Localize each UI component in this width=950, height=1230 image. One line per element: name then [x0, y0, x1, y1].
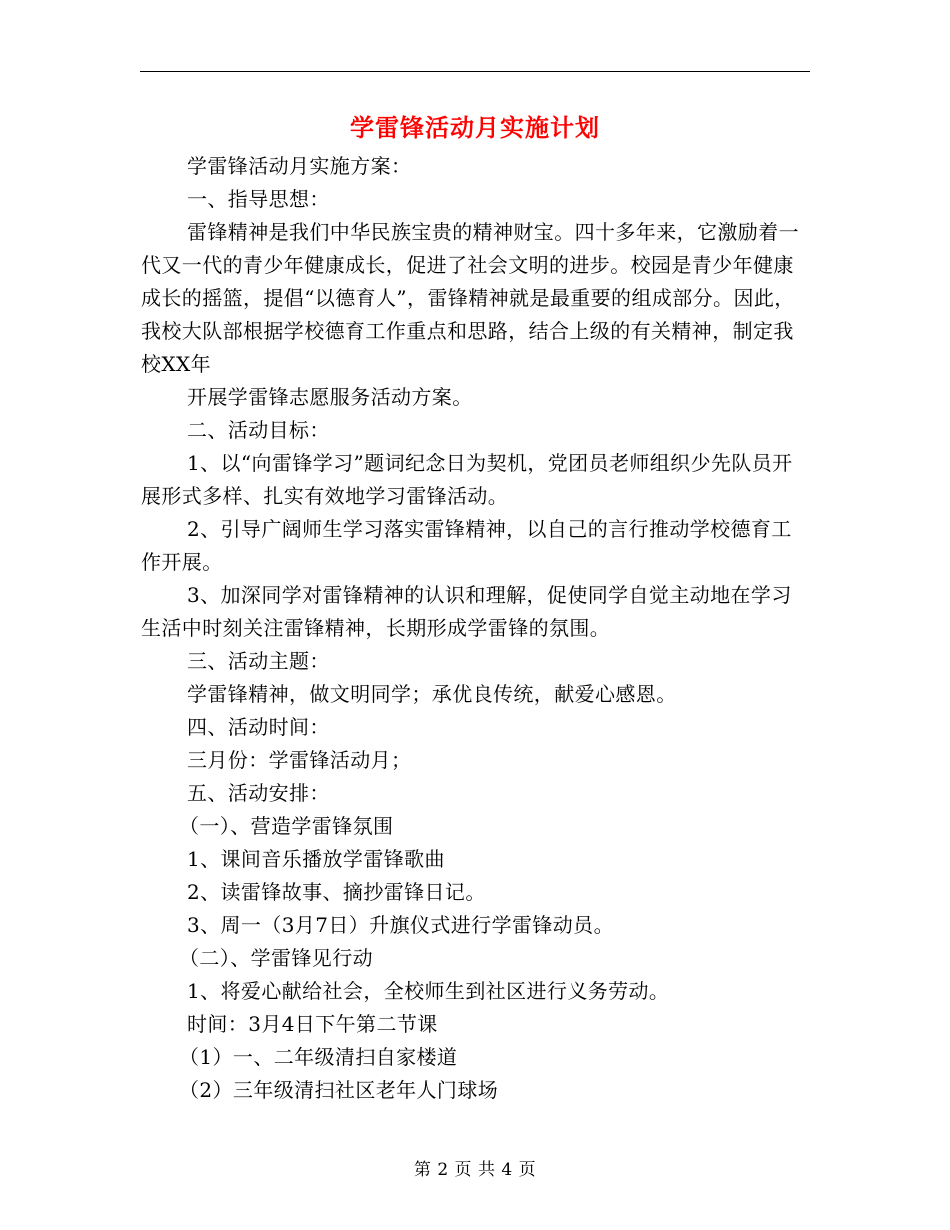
paragraph: 学雷锋精神，做文明同学；承优良传统，献爱心感恩。	[187, 682, 677, 706]
paragraph: 二、活动目标：	[187, 418, 330, 442]
paragraph: 3、加深同学对雷锋精神的认识和理解，促使同学自觉主动地在学习生活中时刻关注雷锋精神，长期形成学雷锋的氛围。	[141, 583, 792, 640]
paragraph: 1、将爱心献给社会，全校师生到社区进行义务劳动。	[187, 979, 670, 1003]
paragraph: 时间：3月4日下午第二节课	[187, 1012, 438, 1036]
paragraph: （一）、营造学雷锋氛围	[179, 814, 394, 838]
paragraph: （2）三年级清扫社区老年人门球场	[179, 1078, 499, 1102]
paragraph: 3、周一（3月7日）升旗仪式进行学雷锋动员。	[187, 913, 614, 937]
paragraph: 1、以“向雷锋学习”题词纪念日为契机，党团员老师组织少先队员开展形式多样、扎实有效地学习雷锋活动。	[141, 451, 793, 508]
paragraph: 学雷锋活动月实施方案：	[187, 154, 412, 178]
paragraph: 1、课间音乐播放学雷锋歌曲	[187, 847, 445, 871]
paragraph: 2、读雷锋故事、摘抄雷锋日记。	[187, 880, 486, 904]
paragraph: 五、活动安排：	[187, 781, 330, 805]
document-title: 学雷锋活动月实施计划	[350, 113, 600, 142]
paragraph: 2、引导广阔师生学习落实雷锋精神，以自己的言行推动学校德育工作开展。	[141, 517, 792, 574]
paragraph: 三、活动主题：	[187, 649, 330, 673]
paragraph: 雷锋精神是我们中华民族宝贵的精神财宝。四十多年来，它激励着一代又一代的青少年健康成长，促进了社会文明的进步。校园是青少年健康成长的摇篮，提倡“以德育人”，雷锋精神就是最重要的组成部分。因此，我校大队部根据学校德育工作重点和思路，结合上级的有关精神，制定我校XX年	[141, 220, 799, 376]
header-rule	[140, 71, 810, 72]
page-footer: 第 2 页 共 4 页	[413, 1160, 537, 1180]
paragraph: 四、活动时间：	[187, 715, 330, 739]
document-body	[141, 150, 809, 1107]
paragraph: 三月份：学雷锋活动月；	[187, 748, 412, 772]
paragraph: 开展学雷锋志愿服务活动方案。	[187, 385, 473, 409]
paragraph: （二）、学雷锋见行动	[179, 946, 373, 970]
paragraph: 一、指导思想：	[187, 187, 330, 211]
paragraph: （1）一、二年级清扫自家楼道	[179, 1045, 458, 1069]
